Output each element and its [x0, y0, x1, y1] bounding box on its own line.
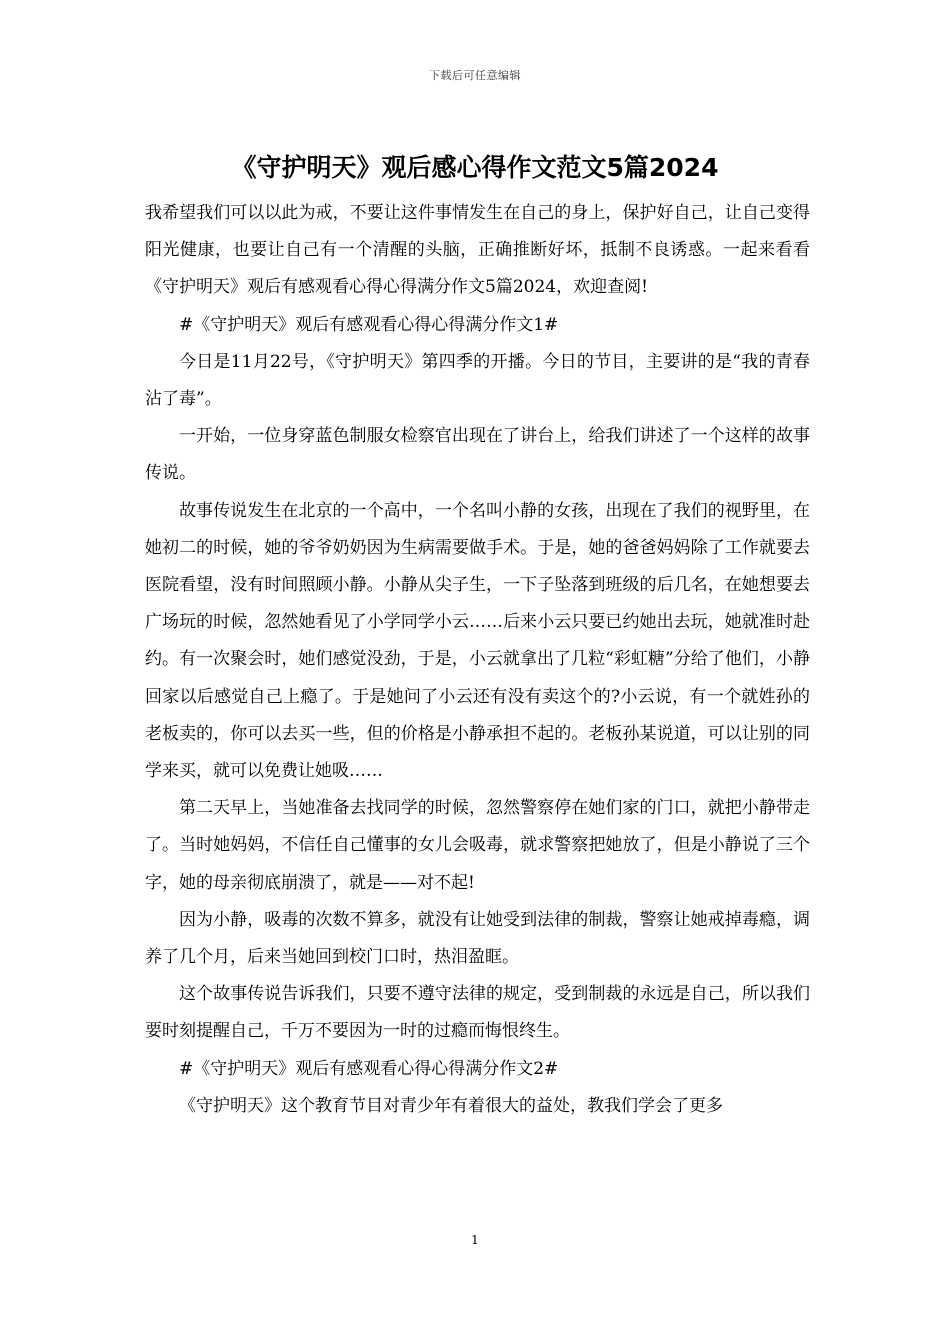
- intro-paragraph: 我希望我们可以以此为戒，不要让这件事情发生在自己的身上，保护好自己，让自己变得阳光健康，也要让自己有一个清醒的头脑，正确推断好坏，抵制不良诱惑。一起来看看《守护明天》观后有感观看心得心得满分作文5篇2024，欢迎查阅!: [145, 203, 810, 298]
- header-note: 下载后可任意编辑: [429, 69, 521, 82]
- body-paragraph: 这个故事传说告诉我们，只要不遵守法律的规定，受到制裁的永远是自己，所以我们要时刻提醒自己，千万不要因为一时的过瘾而悔恨终生。: [145, 984, 810, 1042]
- body-paragraph: 因为小静，吸毒的次数不算多，就没有让她受到法律的制裁，警察让她戒掉毒瘾，调养了几个月，后来当她回到校门口时，热泪盈眶。: [145, 909, 810, 968]
- body-paragraph: 第二天早上，当她准备去找同学的时候，忽然警察停在她们家的门口，就把小静带走了。当时她妈妈，不信任自己懂事的女儿会吸毒，就求警察把她放了，但是小静说了三个字，她的母亲彻底崩溃了，就是——对不起!: [145, 798, 810, 893]
- body-paragraph: 一开始，一位身穿蓝色制服女检察官出现在了讲台上，给我们讲述了一个这样的故事传说。: [145, 426, 810, 484]
- document-body: [145, 195, 810, 1125]
- page-number: 1: [471, 1233, 479, 1247]
- body-paragraph: 今日是11月22号，《守护明天》第四季的开播。今日的节目，主要讲的是“我的青春沾了毒”。: [145, 351, 810, 410]
- section-heading-2: #《守护明天》观后有感观看心得心得满分作文2#: [179, 1058, 559, 1079]
- document-title: 《守护明天》观后感心得作文范文5篇2024: [231, 153, 719, 182]
- section-heading-1: #《守护明天》观后有感观看心得心得满分作文1#: [179, 314, 559, 335]
- body-paragraph: 故事传说发生在北京的一个高中，一个名叫小静的女孩，出现在了我们的视野里，在她初二的时候，她的爷爷奶奶因为生病需要做手术。于是，她的爸爸妈妈除了工作就要去医院看望，没有时间照顾小静。小静从尖子生，一下子坠落到班级的后几名，在她想要去广场玩的时候，忽然她看见了小学同学小云……后来小云只要已约她出去玩，她就准时赴约。有一次聚会时，她们感觉没劲，于是，小云就拿出了几粒“彩虹糖”分给了他们，小静回家以后感觉自己上瘾了。于是她问了小云还有没有卖这个的?小云说，有一个就姓孙的老板卖的，你可以去买一些，但的价格是小静承担不起的。老板孙某说道，可以让别的同学来买，就可以免费让她吸……: [145, 500, 810, 782]
- body-paragraph: 《守护明天》这个教育节目对青少年有着很大的益处，教我们学会了更多: [179, 1095, 723, 1116]
